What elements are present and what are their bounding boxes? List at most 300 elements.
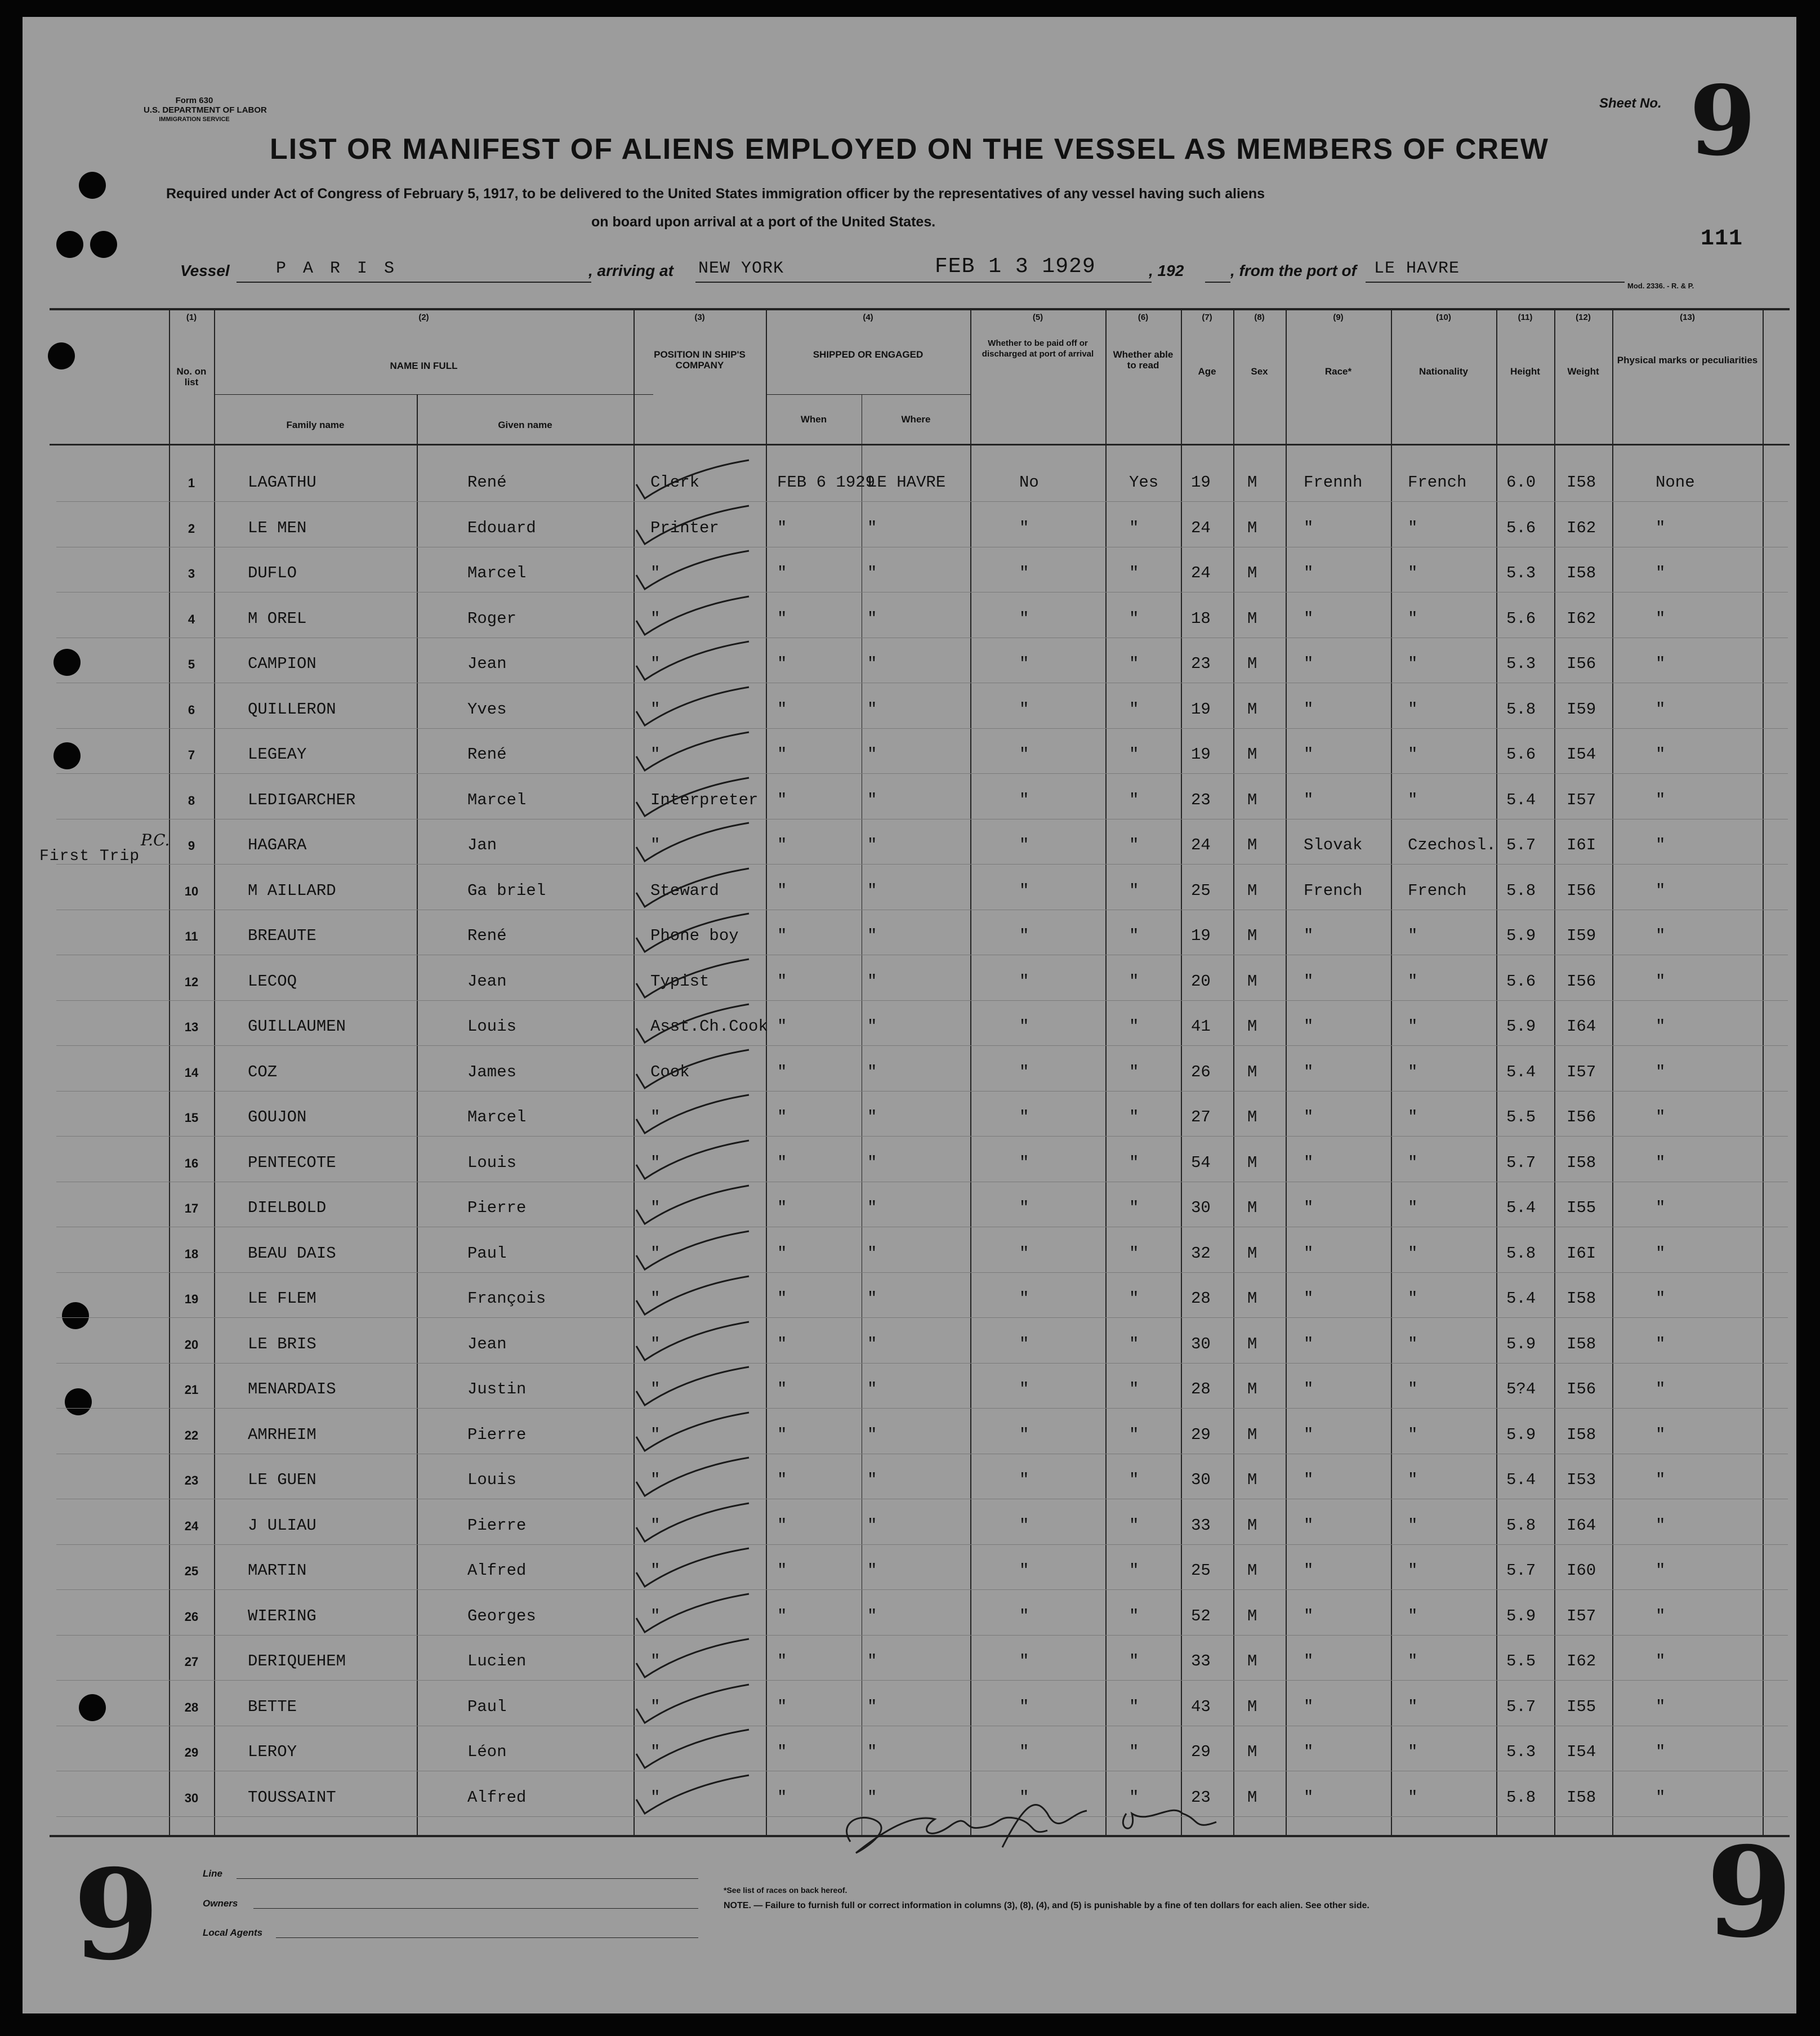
row-number-cell: 9 [188,839,195,853]
position-cell: " [650,1652,661,1670]
row-number-cell: 25 [184,1564,199,1578]
physical-marks-cell: None [1656,473,1695,492]
shipped-when-cell: " [777,1153,787,1172]
paid-off-cell: " [1019,1697,1029,1716]
weight-cell: I56 [1567,1108,1596,1126]
row-number-cell: 18 [184,1246,199,1261]
able-to-read-cell: " [1129,1334,1139,1353]
height-cell: 5.3 [1506,1743,1536,1761]
position-cell: " [650,1471,661,1489]
given-name-cell: Jean [467,972,507,991]
height-cell: 5.4 [1506,1199,1536,1217]
race-cell: " [1304,1561,1314,1580]
weight-cell: I6I [1567,1244,1596,1263]
physical-marks-cell: " [1656,1334,1666,1353]
row-number-cell: 30 [184,1790,199,1805]
race-cell: Frennh [1304,473,1363,492]
paid-off-cell: " [1019,1289,1029,1308]
race-cell: " [1304,1516,1314,1535]
row-number-cell: 19 [184,1292,199,1306]
given-name-cell: James [467,1062,517,1081]
shipped-when-cell: " [777,1788,787,1807]
physical-marks-cell: " [1656,881,1666,900]
age-cell: 19 [1191,700,1211,719]
punch-hole [79,1694,106,1721]
col-height-header: Height [1510,366,1540,377]
sex-cell: M [1247,1743,1257,1761]
given-name-cell: Marcel [467,564,527,582]
col-name-header: NAME IN FULL [390,360,458,371]
check-mark-icon [619,912,788,955]
col7-number: (7) [1202,313,1212,322]
sex-cell: M [1247,564,1257,582]
shipped-where-cell: " [867,518,877,537]
race-cell: " [1304,1652,1314,1670]
check-mark-icon [619,1003,788,1045]
family-name-cell: TOUSSAINT [248,1788,336,1807]
row-number-cell: 11 [185,929,198,943]
shipped-where-cell: " [867,1380,877,1398]
weight-cell: I62 [1567,518,1596,537]
physical-marks-cell: " [1656,1652,1666,1670]
paid-off-cell: " [1019,1334,1029,1353]
nationality-cell: Czechosl. [1408,836,1496,854]
height-cell: 5.8 [1506,700,1536,719]
department-name: U.S. DEPARTMENT OF LABOR [144,105,267,115]
sex-cell: M [1247,1334,1257,1353]
row-divider [56,1000,1788,1001]
able-to-read-cell: " [1129,1471,1139,1489]
able-to-read-cell: " [1129,972,1139,991]
given-name-cell: Pierre [467,1425,527,1444]
given-name-cell: Georges [467,1606,536,1625]
given-name-cell: Marcel [467,1108,527,1126]
position-cell: " [650,1153,661,1172]
family-name-cell: BREAUTE [248,926,316,945]
check-mark-icon [619,1411,788,1454]
check-mark-icon [619,1230,788,1272]
weight-cell: I56 [1567,881,1596,900]
weight-cell: I62 [1567,609,1596,628]
arrival-date-stamp: FEB 1 3 1929 [935,255,1096,279]
position-cell: " [650,700,661,719]
race-cell: " [1304,1606,1314,1625]
col2-number: (2) [418,313,429,322]
family-name-cell: J ULIAU [248,1516,316,1535]
local-agents-label: Local Agents [203,1927,263,1938]
physical-marks-cell: " [1656,609,1666,628]
family-name-cell: DUFLO [248,564,297,582]
weight-cell: I53 [1567,1471,1596,1489]
height-cell: 5.8 [1506,1516,1536,1535]
row-number-cell: 10 [184,884,199,898]
race-cell: " [1304,1199,1314,1217]
family-name-cell: LAGATHU [248,473,316,492]
vessel-label: Vessel [180,262,230,279]
shipped-where-cell: " [867,564,877,582]
shipped-where-cell: " [867,1561,877,1580]
signature-image [833,1780,1239,1859]
col-weight-header: Weight [1567,366,1599,377]
shipped-when-cell: " [777,1652,787,1670]
shipped-when-cell: " [777,1017,787,1036]
able-to-read-cell: " [1129,1561,1139,1580]
sex-cell: M [1247,926,1257,945]
shipped-where-cell: " [867,1425,877,1444]
weight-cell: I64 [1567,1017,1596,1036]
family-name-cell: BEAU DAIS [248,1244,336,1263]
given-name-cell: Ga briel [467,881,546,900]
check-mark-icon [619,1728,788,1771]
col-sex-header: Sex [1251,366,1268,377]
shipped-where-cell: " [867,1153,877,1172]
race-cell: " [1304,654,1314,673]
height-cell: 5.5 [1506,1652,1536,1670]
form-number: Form 630 [175,96,213,105]
row-number-cell: 15 [184,1111,199,1125]
paid-off-cell: " [1019,1561,1029,1580]
age-cell: 19 [1191,926,1211,945]
col-race-header: Race* [1324,366,1352,377]
physical-marks-cell: " [1656,518,1666,537]
given-name-cell: Louis [467,1471,517,1489]
row-divider [56,1136,1788,1137]
col13-number: (13) [1680,313,1695,322]
height-cell: 6.0 [1506,473,1536,492]
physical-marks-cell: " [1656,972,1666,991]
able-to-read-cell: " [1129,1652,1139,1670]
shipped-when-cell: " [777,700,787,719]
race-cell: " [1304,1425,1314,1444]
race-cell: " [1304,609,1314,628]
shipped-where-cell: " [867,836,877,854]
owners-label: Owners [203,1898,238,1909]
shipped-where-cell: " [867,1652,877,1670]
paid-off-cell: " [1019,1153,1029,1172]
shipped-when-cell: " [777,881,787,900]
col-paid-off-header: Whether to be paid off or discharged at port of arrival [982,338,1094,359]
sex-cell: M [1247,518,1257,537]
punch-hole [53,742,81,769]
row-divider [56,1589,1788,1590]
race-cell: " [1304,518,1314,537]
physical-marks-cell: " [1656,564,1666,582]
weight-cell: I58 [1567,1334,1596,1353]
age-cell: 18 [1191,609,1211,628]
given-name-cell: Paul [467,1244,507,1263]
shipped-where-cell: " [867,745,877,764]
punch-hole [53,649,81,676]
shipped-where-cell: " [867,609,877,628]
row-number-cell: 26 [184,1609,199,1624]
paid-off-cell: " [1019,1652,1029,1670]
paid-off-cell: " [1019,1516,1029,1535]
paid-off-cell: " [1019,518,1029,537]
family-name-cell: WIERING [248,1606,316,1625]
page-title: LIST OR MANIFEST OF ALIENS EMPLOYED ON THE VESSEL AS MEMBERS OF CREW [270,133,1549,166]
position-cell: Typist [650,972,710,991]
height-cell: 5.4 [1506,1289,1536,1308]
weight-cell: I54 [1567,1743,1596,1761]
row-number-cell: 16 [184,1156,199,1170]
age-cell: 32 [1191,1244,1211,1263]
row-number-cell: 23 [184,1473,199,1487]
shipped-where-cell: " [867,1017,877,1036]
physical-marks-cell: " [1656,836,1666,854]
punch-hole [62,1302,89,1329]
nationality-cell: French [1408,881,1467,900]
family-name-cell: AMRHEIM [248,1425,316,1444]
able-to-read-cell: " [1129,1516,1139,1535]
physical-marks-cell: " [1656,745,1666,764]
shipped-when-cell: " [777,1425,787,1444]
paid-off-cell: " [1019,700,1029,719]
row-divider [56,773,1788,774]
age-cell: 29 [1191,1425,1211,1444]
able-to-read-cell: " [1129,1108,1139,1126]
check-mark-icon [619,505,788,547]
penalty-note: NOTE. — Failure to furnish full or correct information in columns (3), (8), (4), and (5) is punishable by a fine of ten dollars for each alien. See other side. [724,1901,1370,1910]
col-nationality-header: Nationality [1419,366,1468,377]
shipped-where-cell: " [867,1199,877,1217]
able-to-read-cell: " [1129,700,1139,719]
nationality-cell: French [1408,473,1467,492]
family-name-cell: M AILLARD [248,881,336,900]
subtitle-line2: on board upon arrival at a port of the United States. [591,214,936,230]
punch-hole [48,342,75,369]
physical-marks-cell: " [1656,1062,1666,1081]
margin-initials: P.C. [141,831,170,849]
family-name-cell: BETTE [248,1697,297,1716]
age-cell: 24 [1191,518,1211,537]
paid-off-cell: " [1019,972,1029,991]
age-cell: 52 [1191,1606,1211,1625]
check-mark-icon [619,459,788,501]
check-mark-icon [619,822,788,864]
position-cell: " [650,1380,661,1398]
weight-cell: I54 [1567,745,1596,764]
able-to-read-cell: " [1129,836,1139,854]
paid-off-cell: " [1019,1425,1029,1444]
sex-cell: M [1247,1652,1257,1670]
family-name-cell: LE BRIS [248,1334,316,1353]
age-cell: 28 [1191,1380,1211,1398]
given-name-cell: René [467,473,507,492]
nationality-cell: " [1408,1788,1418,1807]
shipped-where-cell: " [867,926,877,945]
position-cell: " [650,1425,661,1444]
check-mark-icon [619,958,788,1000]
row-number-cell: 29 [184,1745,199,1759]
age-cell: 28 [1191,1289,1211,1308]
col-marks-header: Physical marks or peculiarities [1617,355,1758,366]
weight-cell: I62 [1567,1652,1596,1670]
given-name-cell: Paul [467,1697,507,1716]
departure-port: LE HAVRE [1374,259,1460,278]
position-cell: " [650,1108,661,1126]
shipped-where-cell: LE HAVRE [867,473,946,492]
weight-cell: I58 [1567,564,1596,582]
age-cell: 19 [1191,473,1211,492]
check-mark-icon [619,731,788,773]
row-number-cell: 22 [184,1428,199,1442]
age-cell: 23 [1191,790,1211,809]
race-cell: " [1304,1788,1314,1807]
weight-cell: I59 [1567,700,1596,719]
shipped-when-cell: " [777,654,787,673]
age-cell: 20 [1191,972,1211,991]
age-cell: 54 [1191,1153,1211,1172]
position-cell: Phone boy [650,926,739,945]
family-name-cell: GOUJON [248,1108,307,1126]
row-number-cell: 4 [188,612,195,626]
family-name-cell: MARTIN [248,1561,307,1580]
year-label: , 192 [1149,262,1184,279]
position-cell: " [650,1561,661,1580]
able-to-read-cell: " [1129,1199,1139,1217]
paid-off-cell: " [1019,745,1029,764]
nationality-cell: " [1408,609,1418,628]
col11-number: (11) [1518,313,1533,322]
age-cell: 30 [1191,1334,1211,1353]
given-name-cell: Jean [467,1334,507,1353]
able-to-read-cell: " [1129,654,1139,673]
given-name-cell: Alfred [467,1788,527,1807]
col1-number: (1) [186,313,197,322]
shipped-where-cell: " [867,1516,877,1535]
nationality-cell: " [1408,1153,1418,1172]
row-number-cell: 24 [184,1518,199,1533]
physical-marks-cell: " [1656,1516,1666,1535]
sex-cell: M [1247,1062,1257,1081]
mod-number: Mod. 2336. - R. & P. [1627,282,1694,290]
sex-cell: M [1247,1561,1257,1580]
given-name-cell: Alfred [467,1561,527,1580]
race-cell: " [1304,1017,1314,1036]
punch-hole [56,231,83,258]
paid-off-cell: " [1019,564,1029,582]
sex-cell: M [1247,1471,1257,1489]
shipped-where-cell: " [867,790,877,809]
family-name-cell: LE FLEM [248,1289,316,1308]
family-name-cell: LE MEN [248,518,307,537]
race-cell: Slovak [1304,836,1363,854]
weight-cell: I56 [1567,654,1596,673]
row-divider [56,1544,1788,1545]
nationality-cell: " [1408,1334,1418,1353]
sex-cell: M [1247,473,1257,492]
given-name-cell: Pierre [467,1199,527,1217]
shipped-where-cell: " [867,1108,877,1126]
position-cell: Steward [650,881,719,900]
row-number-cell: 12 [184,974,199,989]
position-cell: Asst.Ch.Cook [650,1017,768,1036]
race-cell: " [1304,1062,1314,1081]
sex-cell: M [1247,1244,1257,1263]
age-cell: 43 [1191,1697,1211,1716]
weight-cell: I58 [1567,1788,1596,1807]
shipped-when-cell: " [777,1108,787,1126]
punch-hole [79,172,106,199]
weight-cell: I6I [1567,836,1596,854]
able-to-read-cell: " [1129,745,1139,764]
vessel-name: P A R I S [276,259,398,278]
paid-off-cell: " [1019,1380,1029,1398]
physical-marks-cell: " [1656,1017,1666,1036]
able-to-read-cell: " [1129,1289,1139,1308]
nationality-cell: " [1408,1652,1418,1670]
height-cell: 5.5 [1506,1108,1536,1126]
physical-marks-cell: " [1656,1606,1666,1625]
paid-off-cell: " [1019,926,1029,945]
given-name-cell: Louis [467,1017,517,1036]
height-cell: 5.4 [1506,790,1536,809]
weight-cell: I57 [1567,790,1596,809]
row-divider [56,1363,1788,1364]
shipped-where-cell: " [867,1062,877,1081]
shipped-when-cell: " [777,745,787,764]
family-name-cell: PENTECOTE [248,1153,336,1172]
family-name-cell: QUILLERON [248,700,336,719]
paid-off-cell: " [1019,1062,1029,1081]
nationality-cell: " [1408,654,1418,673]
weight-cell: I58 [1567,1289,1596,1308]
physical-marks-cell: " [1656,1561,1666,1580]
physical-marks-cell: " [1656,1199,1666,1217]
given-name-cell: Edouard [467,518,536,537]
given-name-cell: François [467,1289,546,1308]
family-name-cell: DIELBOLD [248,1199,327,1217]
row-divider [56,501,1788,502]
shipped-when-cell: " [777,609,787,628]
row-number-cell: 3 [188,567,195,581]
height-cell: 5.8 [1506,881,1536,900]
sex-cell: M [1247,1199,1257,1217]
race-cell: " [1304,700,1314,719]
physical-marks-cell: " [1656,790,1666,809]
line-label: Line [203,1868,222,1879]
position-cell: " [650,745,661,764]
paid-off-cell: " [1019,654,1029,673]
shipped-when-cell: " [777,1606,787,1625]
age-cell: 30 [1191,1471,1211,1489]
race-cell: " [1304,1380,1314,1398]
shipped-when-cell: " [777,1561,787,1580]
height-cell: 5.4 [1506,1471,1536,1489]
sex-cell: M [1247,1697,1257,1716]
row-number-cell: 8 [188,793,195,808]
sex-cell: M [1247,1425,1257,1444]
race-cell: " [1304,1153,1314,1172]
row-divider [56,1680,1788,1681]
race-cell: " [1304,564,1314,582]
punch-hole [90,231,117,258]
shipped-where-cell: " [867,1334,877,1353]
shipped-when-cell: " [777,1244,787,1263]
position-cell: " [650,1516,661,1535]
able-to-read-cell: " [1129,1153,1139,1172]
paid-off-cell: " [1019,1199,1029,1217]
family-name-cell: CAMPION [248,654,316,673]
height-cell: 5?4 [1506,1380,1536,1398]
race-cell: " [1304,1743,1314,1761]
nationality-cell: " [1408,1425,1418,1444]
family-name-cell: M OREL [248,609,307,628]
given-name-cell: Roger [467,609,517,628]
family-name-cell: LEDIGARCHER [248,790,356,809]
able-to-read-cell: " [1129,790,1139,809]
shipped-when-cell: " [777,1471,787,1489]
